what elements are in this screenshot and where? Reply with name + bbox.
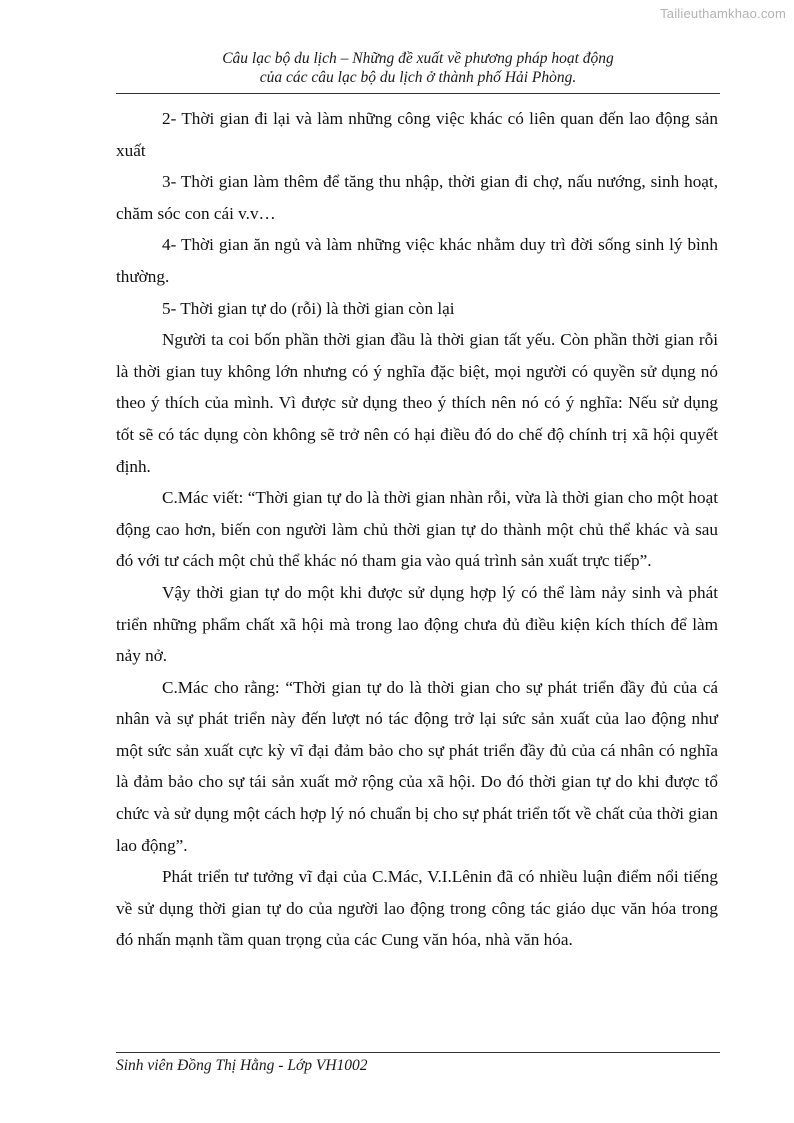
paragraph: C.Mác viết: “Thời gian tự do là thời gian nhàn rỗi, vừa là thời gian cho một hoạt động cao hơn, biến con người làm chủ thời gian tự do thành một chủ thể khác và sau đó với tư cách một chủ thể khác nó tham gia vào quá trình sản xuất trực tiếp”. <box>116 488 718 571</box>
running-header <box>116 49 720 87</box>
paragraph: Người ta coi bốn phần thời gian đầu là thời gian tất yếu. Còn phần thời gian rỗi là thời gian tuy không lớn nhưng có ý nghĩa đặc biệt, mọi người có quyền sử dụng nó theo ý thích của mình. Vì được sử dụng theo ý thích nên nó có ý nghĩa: Nếu sử dụng tốt sẽ có tác dụng còn không sẽ trở nên có hại điều đó do chế độ chính trị xã hội quyết định. <box>116 330 718 476</box>
footer-rule <box>116 1052 720 1053</box>
running-footer: Sinh viên Đồng Thị Hằng - Lớp VH1002 <box>116 1057 368 1074</box>
paragraph: 2- Thời gian đi lại và làm những công việc khác có liên quan đến lao động sản xuất <box>116 109 718 160</box>
watermark: Tailieuthamkhao.com <box>660 6 786 21</box>
paragraph: Vậy thời gian tự do một khi được sử dụng hợp lý có thể làm nảy sinh và phát triển những phẩm chất xã hội mà trong lao động chưa đủ điều kiện kích thích để làm nảy nở. <box>116 582 718 666</box>
paragraph: 5- Thời gian tự do (rỗi) là thời gian còn lại <box>162 298 455 318</box>
paragraph: 3- Thời gian làm thêm để tăng thu nhập, thời gian đi chợ, nấu nướng, sinh hoạt, chăm sóc con cái v.v… <box>116 172 718 223</box>
header-rule <box>116 93 720 94</box>
paragraph: C.Mác cho rằng: “Thời gian tự do là thời gian cho sự phát triển đầy đủ của cá nhân và sự phát triển này đến lượt nó tác động trở lại sức sản xuất của lao động như một sức sản xuất cực kỳ vĩ đại đảm bảo cho sự phát triển đầy đủ của cá nhân có nghĩa là đảm bảo cho sự tái sản xuất mở rộng của xã hội. Do đó thời gian tự do khi được tổ chức và sử dụng một cách hợp lý nó chuẩn bị cho sự phát triển tốt về chất của thời gian lao động”. <box>116 677 718 855</box>
page-body <box>116 103 718 956</box>
header-line-1: Câu lạc bộ du lịch – Những đề xuất về phương pháp hoạt động <box>222 50 614 67</box>
paragraph: Phát triển tư tưởng vĩ đại của C.Mác, V.I.Lênin đã có nhiều luận điểm nổi tiếng về sử dụng thời gian tự do của người lao động trong công tác giáo dục văn hóa trong đó nhấn mạnh tầm quan trọng của các Cung văn hóa, nhà văn hóa. <box>116 867 718 950</box>
header-line-2: của các câu lạc bộ du lịch ở thành phố Hải Phòng. <box>259 69 577 86</box>
paragraph: 4- Thời gian ăn ngủ và làm những việc khác nhằm duy trì đời sống sinh lý bình thường. <box>116 235 718 286</box>
